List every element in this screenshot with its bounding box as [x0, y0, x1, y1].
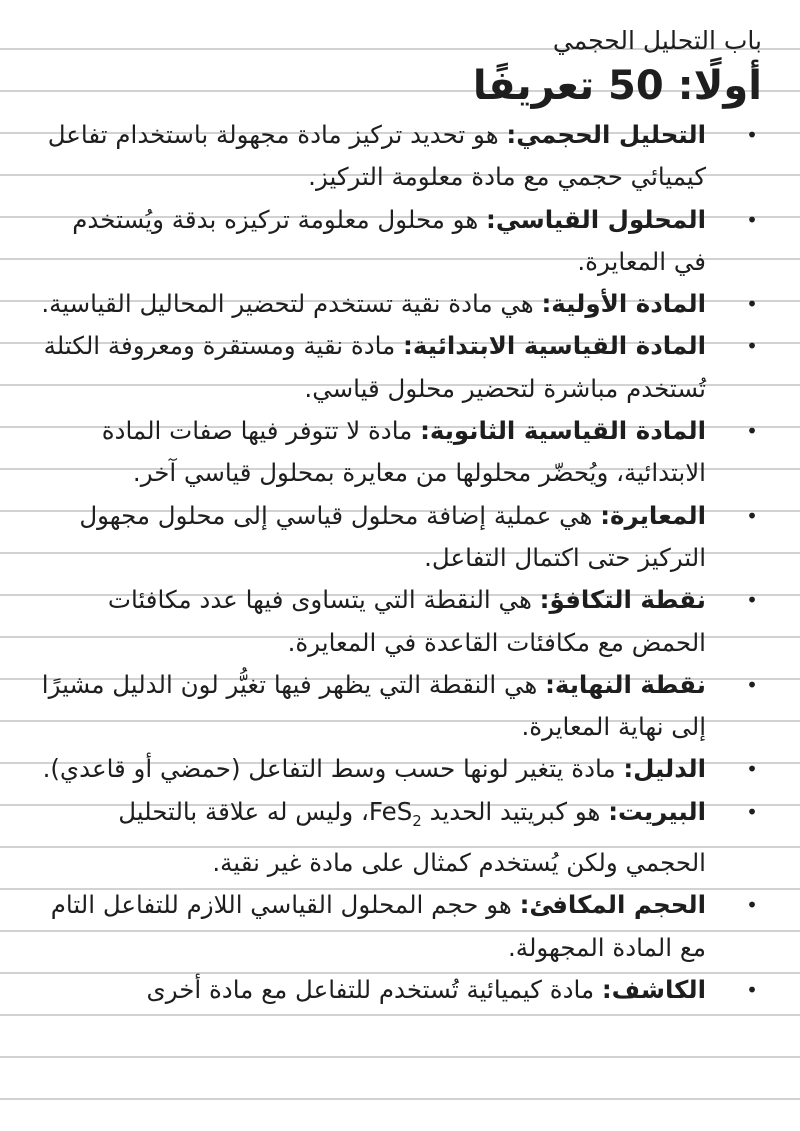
definition-term: البيريت:	[608, 796, 706, 826]
definition-term: المادة الأولية:	[541, 289, 706, 319]
definition-text: هو تحديد تركيز مادة مجهولة باستخدام تفاعل كيميائي حجمي مع مادة معلومة التركيز.	[47, 120, 706, 192]
definition-item	[36, 114, 762, 199]
bullet-icon: •	[746, 419, 758, 444]
definition-item	[36, 579, 762, 664]
bullet-icon: •	[746, 588, 758, 613]
definition-text: مادة لا تتوفر فيها صفات المادة الابتدائية، ويُحضّر محلولها من معايرة بمحلول قياسي آخر.	[101, 416, 706, 488]
definition-item	[36, 495, 762, 580]
bullet-icon: •	[746, 757, 758, 782]
bullet-icon: •	[746, 799, 758, 824]
definition-text: هي عملية إضافة محلول قياسي إلى محلول مجهول التركيز حتى اكتمال التفاعل.	[79, 500, 706, 572]
definition-term: الكاشف:	[601, 974, 706, 1004]
definition-text-cont: ، وليس له علاقة بالتحليل الحجمي ولكن يُستخدم كمثال على مادة غير نقية.	[118, 796, 706, 877]
definition-item	[36, 410, 762, 495]
bullet-icon: •	[746, 672, 758, 697]
definition-term: التحليل الحجمي:	[506, 120, 706, 149]
definition-item	[36, 748, 762, 790]
bullet-icon: •	[746, 123, 758, 147]
bullet-icon: •	[746, 292, 758, 317]
bullet-icon: •	[746, 503, 758, 528]
bullet-icon: •	[746, 334, 758, 359]
definition-text: مادة كيميائية تُستخدم للتفاعل مع مادة أخرى	[146, 974, 602, 1004]
definition-term: المادة القياسية الثانوية:	[420, 416, 706, 446]
definition-term: الدليل:	[623, 754, 706, 784]
definition-term: نقطة التكافؤ:	[539, 585, 706, 615]
section-heading: أولًا: 50 تعريفًا	[472, 63, 762, 109]
definition-text: مادة يتغير لونها حسب وسط التفاعل (حمضي أو قاعدي).	[42, 754, 624, 784]
definition-text: مادة نقية ومستقرة ومعروفة الكتلة تُستخدم مباشرة لتحضير محلول قياسي.	[43, 331, 706, 403]
definition-item	[36, 325, 762, 410]
definitions-list	[36, 114, 762, 1011]
definition-item	[36, 199, 762, 284]
chemical-formula	[368, 796, 422, 830]
bullet-icon: •	[746, 977, 758, 1002]
definition-item	[36, 664, 762, 749]
formula-subscript: 2	[412, 811, 422, 830]
definition-item	[36, 969, 762, 1011]
definition-text: هي مادة نقية تستخدم لتحضير المحاليل القياسية.	[41, 289, 542, 319]
bullet-icon: •	[746, 207, 758, 232]
definition-term: نقطة النهاية:	[545, 669, 706, 699]
definition-term: المادة القياسية الابتدائية:	[403, 331, 706, 361]
definition-item	[36, 283, 762, 325]
definition-text: هو محلول معلومة تركيزه بدقة ويُستخدم في المعايرة.	[72, 204, 706, 276]
definition-item	[36, 791, 762, 884]
definition-text: هي النقطة التي يظهر فيها تغيُّر لون الدليل مشيرًا إلى نهاية المعايرة.	[41, 669, 706, 742]
definition-term: المحلول القياسي:	[486, 204, 706, 234]
formula-base: FeS	[368, 796, 413, 826]
bullet-icon: •	[746, 893, 758, 918]
definition-text: هو حجم المحلول القياسي اللازم للتفاعل التام مع المادة المجهولة.	[50, 890, 706, 962]
definition-item	[36, 884, 762, 969]
definition-term: الحجم المكافئ:	[519, 890, 706, 920]
definition-text: هي النقطة التي يتساوى فيها عدد مكافئات الحمض مع مكافئات القاعدة في المعايرة.	[107, 585, 706, 657]
definition-text: هو كبريتيد الحديد	[421, 796, 609, 826]
chapter-title: باب التحليل الحجمي	[552, 26, 762, 55]
definition-term: المعايرة:	[600, 500, 706, 530]
